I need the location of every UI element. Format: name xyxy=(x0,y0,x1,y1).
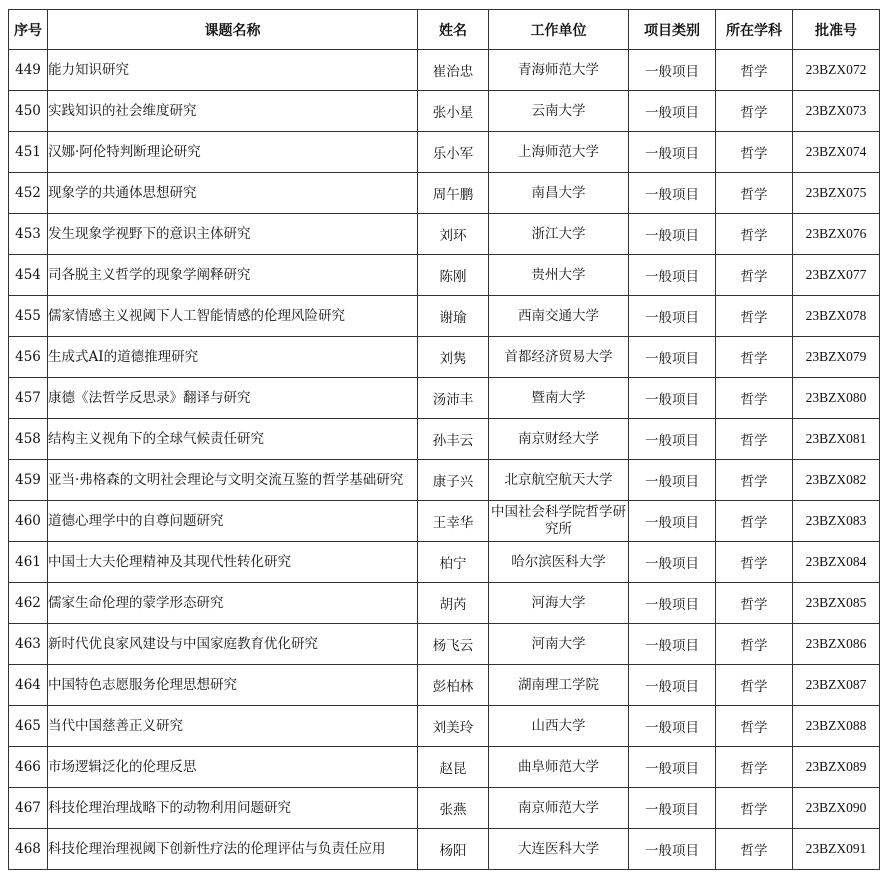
header-num: 序号 xyxy=(9,10,48,50)
project-title: 儒家生命伦理的蒙学形态研究 xyxy=(48,583,418,624)
header-type: 项目类别 xyxy=(629,10,716,50)
subject-field: 哲学 xyxy=(716,296,793,337)
approval-number: 23BZX079 xyxy=(793,337,880,378)
subject-field: 哲学 xyxy=(716,173,793,214)
approval-number: 23BZX088 xyxy=(793,706,880,747)
project-type: 一般项目 xyxy=(629,829,716,870)
researcher-name: 张燕 xyxy=(418,788,489,829)
project-title: 科技伦理治理战略下的动物利用问题研究 xyxy=(48,788,418,829)
project-type: 一般项目 xyxy=(629,50,716,91)
work-unit: 山西大学 xyxy=(489,706,629,747)
subject-field: 哲学 xyxy=(716,214,793,255)
work-unit: 哈尔滨医科大学 xyxy=(489,542,629,583)
project-title: 司各脱主义哲学的现象学阐释研究 xyxy=(48,255,418,296)
project-type: 一般项目 xyxy=(629,583,716,624)
row-number: 454 xyxy=(9,255,48,296)
researcher-name: 张小星 xyxy=(418,91,489,132)
work-unit: 青海师范大学 xyxy=(489,50,629,91)
work-unit: 南昌大学 xyxy=(489,173,629,214)
approval-number: 23BZX091 xyxy=(793,829,880,870)
table-row xyxy=(9,173,880,214)
project-type: 一般项目 xyxy=(629,91,716,132)
project-type: 一般项目 xyxy=(629,419,716,460)
researcher-name: 周午鹏 xyxy=(418,173,489,214)
row-number: 457 xyxy=(9,378,48,419)
subject-field: 哲学 xyxy=(716,132,793,173)
header-title: 课题名称 xyxy=(48,10,418,50)
row-number: 467 xyxy=(9,788,48,829)
researcher-name: 陈刚 xyxy=(418,255,489,296)
table-row xyxy=(9,132,880,173)
project-title: 中国士大夫伦理精神及其现代性转化研究 xyxy=(48,542,418,583)
row-number: 466 xyxy=(9,747,48,788)
row-number: 453 xyxy=(9,214,48,255)
project-title: 市场逻辑泛化的伦理反思 xyxy=(48,747,418,788)
project-type: 一般项目 xyxy=(629,132,716,173)
researcher-name: 康子兴 xyxy=(418,460,489,501)
project-title: 当代中国慈善正义研究 xyxy=(48,706,418,747)
project-table xyxy=(8,9,880,870)
work-unit: 中国社会科学院哲学研究所 xyxy=(489,501,629,542)
subject-field: 哲学 xyxy=(716,829,793,870)
table-row xyxy=(9,829,880,870)
row-number: 468 xyxy=(9,829,48,870)
project-title: 结构主义视角下的全球气候责任研究 xyxy=(48,419,418,460)
table-row xyxy=(9,255,880,296)
approval-number: 23BZX080 xyxy=(793,378,880,419)
work-unit: 南京师范大学 xyxy=(489,788,629,829)
row-number: 465 xyxy=(9,706,48,747)
approval-number: 23BZX076 xyxy=(793,214,880,255)
table-row xyxy=(9,501,880,542)
row-number: 450 xyxy=(9,91,48,132)
project-type: 一般项目 xyxy=(629,542,716,583)
researcher-name: 杨阳 xyxy=(418,829,489,870)
subject-field: 哲学 xyxy=(716,460,793,501)
approval-number: 23BZX074 xyxy=(793,132,880,173)
project-title: 汉娜·阿伦特判断理论研究 xyxy=(48,132,418,173)
project-title: 亚当·弗格森的文明社会理论与文明交流互鉴的哲学基础研究 xyxy=(48,460,418,501)
researcher-name: 孙丰云 xyxy=(418,419,489,460)
table-row xyxy=(9,378,880,419)
researcher-name: 柏宁 xyxy=(418,542,489,583)
project-title: 实践知识的社会维度研究 xyxy=(48,91,418,132)
approval-number: 23BZX083 xyxy=(793,501,880,542)
header-row xyxy=(9,10,880,50)
row-number: 464 xyxy=(9,665,48,706)
project-type: 一般项目 xyxy=(629,173,716,214)
header-code: 批准号 xyxy=(793,10,880,50)
project-type: 一般项目 xyxy=(629,624,716,665)
subject-field: 哲学 xyxy=(716,583,793,624)
approval-number: 23BZX085 xyxy=(793,583,880,624)
row-number: 455 xyxy=(9,296,48,337)
project-title: 道德心理学中的自尊问题研究 xyxy=(48,501,418,542)
researcher-name: 崔治忠 xyxy=(418,50,489,91)
header-unit: 工作单位 xyxy=(489,10,629,50)
work-unit: 云南大学 xyxy=(489,91,629,132)
project-type: 一般项目 xyxy=(629,296,716,337)
table-row xyxy=(9,788,880,829)
approval-number: 23BZX073 xyxy=(793,91,880,132)
project-type: 一般项目 xyxy=(629,378,716,419)
subject-field: 哲学 xyxy=(716,706,793,747)
project-type: 一般项目 xyxy=(629,501,716,542)
project-type: 一般项目 xyxy=(629,460,716,501)
approval-number: 23BZX082 xyxy=(793,460,880,501)
work-unit: 湖南理工学院 xyxy=(489,665,629,706)
project-title: 新时代优良家风建设与中国家庭教育优化研究 xyxy=(48,624,418,665)
subject-field: 哲学 xyxy=(716,788,793,829)
table-row xyxy=(9,91,880,132)
project-title: 能力知识研究 xyxy=(48,50,418,91)
header-name: 姓名 xyxy=(418,10,489,50)
subject-field: 哲学 xyxy=(716,501,793,542)
project-type: 一般项目 xyxy=(629,706,716,747)
project-title: 科技伦理治理视阈下创新性疗法的伦理评估与负责任应用 xyxy=(48,829,418,870)
project-type: 一般项目 xyxy=(629,747,716,788)
row-number: 452 xyxy=(9,173,48,214)
approval-number: 23BZX078 xyxy=(793,296,880,337)
work-unit: 河南大学 xyxy=(489,624,629,665)
project-title: 发生现象学视野下的意识主体研究 xyxy=(48,214,418,255)
table-row xyxy=(9,542,880,583)
project-title: 生成式AI的道德推理研究 xyxy=(48,337,418,378)
row-number: 458 xyxy=(9,419,48,460)
work-unit: 上海师范大学 xyxy=(489,132,629,173)
table-body xyxy=(9,50,880,870)
project-type: 一般项目 xyxy=(629,337,716,378)
subject-field: 哲学 xyxy=(716,50,793,91)
work-unit: 暨南大学 xyxy=(489,378,629,419)
researcher-name: 赵昆 xyxy=(418,747,489,788)
subject-field: 哲学 xyxy=(716,624,793,665)
row-number: 460 xyxy=(9,501,48,542)
table-row xyxy=(9,624,880,665)
researcher-name: 乐小军 xyxy=(418,132,489,173)
subject-field: 哲学 xyxy=(716,747,793,788)
project-title: 儒家情感主义视阈下人工智能情感的伦理风险研究 xyxy=(48,296,418,337)
researcher-name: 汤沛丰 xyxy=(418,378,489,419)
row-number: 462 xyxy=(9,583,48,624)
table-row xyxy=(9,214,880,255)
table-row xyxy=(9,706,880,747)
approval-number: 23BZX072 xyxy=(793,50,880,91)
work-unit: 河海大学 xyxy=(489,583,629,624)
row-number: 451 xyxy=(9,132,48,173)
work-unit: 浙江大学 xyxy=(489,214,629,255)
row-number: 449 xyxy=(9,50,48,91)
table-row xyxy=(9,460,880,501)
work-unit: 大连医科大学 xyxy=(489,829,629,870)
table-row xyxy=(9,583,880,624)
researcher-name: 刘环 xyxy=(418,214,489,255)
table-row xyxy=(9,747,880,788)
table-row xyxy=(9,296,880,337)
approval-number: 23BZX086 xyxy=(793,624,880,665)
subject-field: 哲学 xyxy=(716,378,793,419)
approval-number: 23BZX075 xyxy=(793,173,880,214)
subject-field: 哲学 xyxy=(716,255,793,296)
project-title: 中国特色志愿服务伦理思想研究 xyxy=(48,665,418,706)
researcher-name: 王幸华 xyxy=(418,501,489,542)
work-unit: 南京财经大学 xyxy=(489,419,629,460)
row-number: 459 xyxy=(9,460,48,501)
work-unit: 曲阜师范大学 xyxy=(489,747,629,788)
project-type: 一般项目 xyxy=(629,665,716,706)
approval-number: 23BZX084 xyxy=(793,542,880,583)
project-title: 康德《法哲学反思录》翻译与研究 xyxy=(48,378,418,419)
approval-number: 23BZX090 xyxy=(793,788,880,829)
work-unit: 北京航空航天大学 xyxy=(489,460,629,501)
researcher-name: 胡芮 xyxy=(418,583,489,624)
approval-number: 23BZX087 xyxy=(793,665,880,706)
approval-number: 23BZX077 xyxy=(793,255,880,296)
header-subject: 所在学科 xyxy=(716,10,793,50)
researcher-name: 杨飞云 xyxy=(418,624,489,665)
row-number: 463 xyxy=(9,624,48,665)
subject-field: 哲学 xyxy=(716,419,793,460)
researcher-name: 刘隽 xyxy=(418,337,489,378)
table-row xyxy=(9,50,880,91)
table-row xyxy=(9,337,880,378)
researcher-name: 刘美玲 xyxy=(418,706,489,747)
project-type: 一般项目 xyxy=(629,214,716,255)
approval-number: 23BZX089 xyxy=(793,747,880,788)
table-row xyxy=(9,665,880,706)
researcher-name: 彭柏林 xyxy=(418,665,489,706)
row-number: 461 xyxy=(9,542,48,583)
approval-number: 23BZX081 xyxy=(793,419,880,460)
subject-field: 哲学 xyxy=(716,542,793,583)
work-unit: 首都经济贸易大学 xyxy=(489,337,629,378)
row-number: 456 xyxy=(9,337,48,378)
project-type: 一般项目 xyxy=(629,788,716,829)
researcher-name: 谢瑜 xyxy=(418,296,489,337)
subject-field: 哲学 xyxy=(716,665,793,706)
subject-field: 哲学 xyxy=(716,91,793,132)
subject-field: 哲学 xyxy=(716,337,793,378)
work-unit: 贵州大学 xyxy=(489,255,629,296)
work-unit: 西南交通大学 xyxy=(489,296,629,337)
table-row xyxy=(9,419,880,460)
project-title: 现象学的共通体思想研究 xyxy=(48,173,418,214)
project-type: 一般项目 xyxy=(629,255,716,296)
